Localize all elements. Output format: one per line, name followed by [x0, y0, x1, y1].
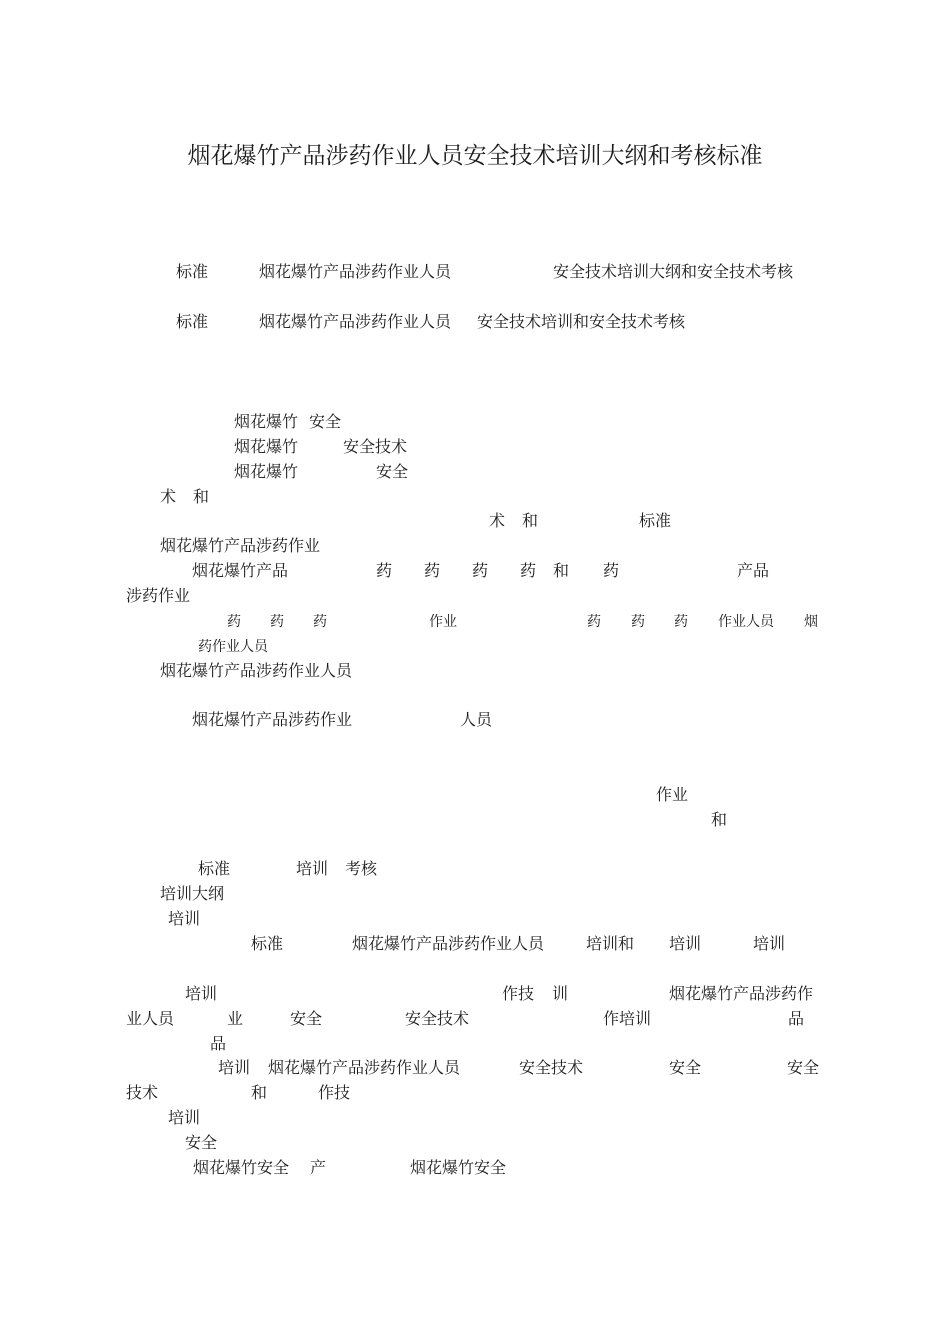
- text-fragment: 业人员: [126, 1009, 175, 1028]
- text-fragment: 烟花爆竹: [234, 462, 299, 481]
- text-fragment: 烟花爆竹产品涉药作业人员: [268, 1058, 461, 1077]
- text-fragment: 和: [251, 1083, 268, 1102]
- text-fragment: 烟花爆竹产品涉药作业人员: [160, 661, 353, 680]
- text-fragment: 药: [587, 614, 601, 630]
- text-fragment: 安全: [787, 1058, 820, 1077]
- text-fragment: 作业人员: [718, 614, 774, 630]
- text-fragment: 药: [520, 561, 537, 580]
- text-fragment: 和: [522, 511, 539, 530]
- text-fragment: 安全: [290, 1009, 323, 1028]
- text-fragment: 安全技术培训和安全技术考核: [477, 312, 686, 331]
- text-fragment: 培训: [185, 984, 218, 1003]
- text-fragment: 安全: [376, 462, 409, 481]
- text-fragment: 安全技术: [405, 1009, 470, 1028]
- text-fragment: 药: [227, 614, 241, 630]
- text-fragment: 培训大纲: [160, 884, 225, 903]
- text-fragment: 安全: [309, 412, 342, 431]
- text-fragment: 药: [674, 614, 688, 630]
- text-fragment: 标准: [251, 934, 284, 953]
- text-fragment: 产品: [737, 561, 770, 580]
- text-fragment: 药作业人员: [198, 639, 268, 655]
- text-fragment: 技术: [126, 1083, 159, 1102]
- document-title: 烟花爆竹产品涉药作业人员安全技术培训大纲和考核标准: [187, 143, 763, 169]
- text-fragment: 术: [160, 487, 177, 506]
- text-fragment: 药: [472, 561, 489, 580]
- text-fragment: 培训: [168, 909, 201, 928]
- text-fragment: 产: [310, 1158, 327, 1177]
- text-fragment: 涉药作业: [126, 586, 191, 605]
- text-fragment: 烟花爆竹产品: [192, 561, 289, 580]
- text-fragment: 和: [553, 561, 570, 580]
- text-fragment: 烟花爆竹产品涉药作: [669, 984, 814, 1003]
- text-fragment: 作培训: [603, 1009, 652, 1028]
- text-fragment: 药: [424, 561, 441, 580]
- text-fragment: 烟花爆竹产品涉药作业人员: [352, 934, 545, 953]
- text-fragment: 烟: [804, 614, 818, 630]
- text-fragment: 标准: [176, 312, 209, 331]
- text-fragment: 业: [227, 1009, 244, 1028]
- text-fragment: 标准: [176, 262, 209, 281]
- text-fragment: 烟花爆竹安全: [193, 1158, 290, 1177]
- text-fragment: 品: [210, 1034, 227, 1053]
- text-fragment: 药: [376, 561, 393, 580]
- text-fragment: 作技: [502, 984, 535, 1003]
- text-fragment: 烟花爆竹: [234, 437, 299, 456]
- text-fragment: 标准: [639, 511, 672, 530]
- text-fragment: 烟花爆竹产品涉药作业: [192, 710, 353, 729]
- text-fragment: 安全: [185, 1133, 218, 1152]
- text-fragment: 药: [631, 614, 645, 630]
- text-fragment: 训: [552, 984, 569, 1003]
- text-fragment: 培训: [218, 1058, 251, 1077]
- text-fragment: 作业: [429, 614, 457, 630]
- text-fragment: 品: [788, 1009, 805, 1028]
- text-fragment: 药: [270, 614, 284, 630]
- text-fragment: 人员: [460, 710, 493, 729]
- text-fragment: 药: [603, 561, 620, 580]
- text-fragment: 培训和: [586, 934, 635, 953]
- text-fragment: 烟花爆竹产品涉药作业人员: [259, 312, 452, 331]
- text-fragment: 和: [193, 487, 210, 506]
- text-fragment: 烟花爆竹: [234, 412, 299, 431]
- text-fragment: 作业: [656, 785, 689, 804]
- text-fragment: 烟花爆竹安全: [410, 1158, 507, 1177]
- text-fragment: 安全技术培训大纲和安全技术考核: [553, 262, 794, 281]
- text-fragment: 药: [313, 614, 327, 630]
- text-fragment: 安全技术: [519, 1058, 584, 1077]
- text-fragment: 培训: [296, 859, 329, 878]
- text-fragment: 术: [489, 511, 506, 530]
- text-fragment: 标准: [198, 859, 231, 878]
- text-fragment: 烟花爆竹产品涉药作业人员: [259, 262, 452, 281]
- text-fragment: 和: [711, 810, 728, 829]
- text-fragment: 培训: [669, 934, 702, 953]
- text-fragment: 烟花爆竹产品涉药作业: [160, 536, 321, 555]
- text-fragment: 安全技术: [343, 437, 408, 456]
- text-fragment: 作技: [318, 1083, 351, 1102]
- text-fragment: 安全: [669, 1058, 702, 1077]
- text-fragment: 培训: [753, 934, 786, 953]
- text-fragment: 考核: [345, 859, 378, 878]
- text-fragment: 培训: [168, 1108, 201, 1127]
